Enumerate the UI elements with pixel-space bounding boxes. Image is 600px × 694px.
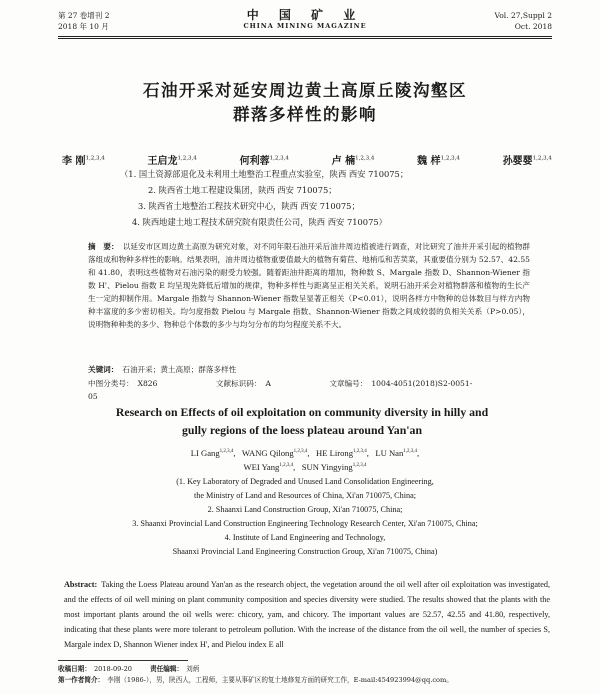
affiliation-en: 4. Institute of Land Engineering and Technology, [224, 533, 386, 542]
journal-name [58, 8, 552, 31]
volume-en: Vol. 27,Suppl 2 [494, 11, 552, 20]
abstract-en-text: Taking the Loess Plateau around Yan'an as the research object, the vegetation around the oil well after oil exploitation was investigated, and the effects of oil well mining on plant community composition and species diversity were studied. The results showed that the plants with the most important plants around the oil wells were: chicory, yam, and chicory. The important values are 52.57, 42.55 and 41.80, respectively, indicating that these plants were more tolerant to petroleum pollution. With the increase of the distance from the oil well, the number of species S, Margale index D, Shannon Wiener index H', and Pielou index E all [64, 580, 550, 649]
author-cn: 李 刚$^{1,2,3,4}$ [62, 155, 105, 167]
footnotes [58, 664, 552, 686]
author-en: LI Gang$^{1,2,3,4}$, [190, 447, 236, 458]
volume-cn: 第 27 卷增刊 2 [58, 11, 110, 20]
affiliation-cn: （1. 国土资源部退化及未利用土地整治工程重点实验室，陕西 西安 710075； [120, 169, 409, 179]
affiliation-cn: 3. 陕西省土地整治工程技术研究中心，陕西 西安 710075； [138, 201, 360, 211]
affiliation-cn: 4. 陕西地建土地工程技术研究院有限责任公司，陕西 西安 710075） [132, 217, 387, 227]
footnote-rule [58, 660, 188, 661]
authors-cn [62, 152, 552, 167]
authors-en-line-2 [58, 459, 552, 474]
keywords-cn-text: 石油开采；黄土高原；群落多样性 [122, 365, 237, 374]
author-cn: 王启龙$^{1,2,3,4}$ [147, 155, 197, 167]
affiliation-en: Shaanxi Provincial Land Engineering Construction Group, Xi'an 710075, China) [172, 547, 438, 556]
abstract-cn-text: 以延安市区周边黄土高原为研究对象，对不同年限石油开采后油井周边植被进行调查，对比研究了油井开采引起的植物群落组成和物种多样性的影响。结果表明，油井周边植物重要值最大的植物有菊苣、地梢瓜和苦荬菜，其重要值分别为 52.57、42.55 和 41.80，表明这些植物对石油污染的耐受力较强。随着距油井距离的增加，物种数 S、Margale 指数 D、Shannon-Wiener 指数 H'、Pielou 指数 E 均呈现先降低后增加的规律，物种多样性与距离呈正相关关系，说明石油开采会对植物群落和植物的生长产生一定的抑制作用。Margale 指数与 Shannon-Wiener 指数呈显著正相关（P<0.01），说明各样方中物种的总体数目与样方内物种丰富度的多少密切相关。均匀度指数 Pielou 与 Margale 指数、Shannon-Wiener 指数之间成较弱的负相关关系（P>0.05），说明物种种类的多少、物种总个体数的多少与均匀分布的均匀程度关系不大。 [88, 242, 531, 329]
clc-number: 中图分类号： X826 [88, 379, 158, 388]
title-cn-line-1: 石油开采对延安周边黄土高原丘陵沟壑区 [143, 81, 467, 100]
header-rule-bottom [58, 38, 552, 39]
authors-en-line-1 [58, 445, 552, 460]
abstract-cn-label: 摘 要： [88, 242, 119, 251]
author-cn: 孙婴婴$^{1,2,3,4}$ [502, 155, 552, 167]
keywords-cn-label: 关键词： [88, 365, 119, 374]
title-cn-line-2: 群落多样性的影响 [233, 105, 377, 124]
header-rule-top [58, 36, 552, 37]
abstract-en [64, 577, 550, 652]
document-code: 文献标识码： A [215, 379, 271, 388]
author-en: HE Lirong$^{1,2,3,4}$, [316, 447, 369, 458]
author-en: WANG Qilong$^{1,2,3,4}$, [241, 447, 310, 458]
footnote-author: 第一作者简介： 李刚（1986-），男，陕西人，工程师，主要从事矿区的复土地修复方面的研究工作，E-mail:454923994@qq.com。 [58, 676, 453, 684]
author-en: WEI Yang$^{1,2,3,4}$, [243, 461, 296, 472]
title-en-line-1: Research on Effects of oil exploitation on community diversity in hilly and [115, 405, 489, 419]
footnote-received: 收稿日期： 2018-09-20 责任编辑： 刘炳 [58, 665, 200, 673]
date-en: Oct. 2018 [514, 22, 552, 31]
author-cn: 魏 样$^{1,2,3,4}$ [417, 155, 460, 167]
journal-name-cn: 中 国 矿 业 [246, 8, 364, 22]
abstract-en-label: Abstract: [64, 580, 98, 589]
author-cn: 何利蓉$^{1,2,3,4}$ [239, 155, 289, 167]
classification-row [88, 377, 530, 403]
running-header [58, 8, 552, 36]
date-cn: 2018 年 10 月 [58, 22, 109, 31]
header-right [495, 10, 552, 32]
affiliation-cn: 2. 陕西省土地工程建设集团，陕西 西安 710075； [148, 185, 337, 195]
author-en: LU Nan$^{1,2,3,4}$, [375, 447, 420, 458]
title-en-line-2: gully regions of the loess plateau around Yan'an [181, 423, 423, 437]
affiliation-en: (1. Key Laboratory of Degraded and Unused Land Consolidation Engineering, [176, 477, 434, 486]
affiliation-en: 2. Shaanxi Land Construction Group, Xi'an 710075, China; [207, 505, 403, 514]
affiliation-en: the Ministry of Land and Resources of China, Xi'an 710075, China; [193, 491, 417, 500]
keywords-cn [88, 363, 530, 376]
abstract-cn [88, 240, 530, 331]
article-id: 文章编号： 1004-4051(2018)S2-0051-05 [88, 379, 473, 401]
journal-name-en: CHINA MINING MAGAZINE [243, 22, 367, 30]
author-cn: 卢 楠$^{1,2,3,4}$ [331, 155, 375, 167]
author-en: SUN Yingying$^{1,2,3,4}$ [301, 461, 367, 472]
affiliation-en: 3. Shaanxi Provincial Land Construction Engineering Technology Research Center, Xi'an 710075, China; [132, 519, 478, 528]
